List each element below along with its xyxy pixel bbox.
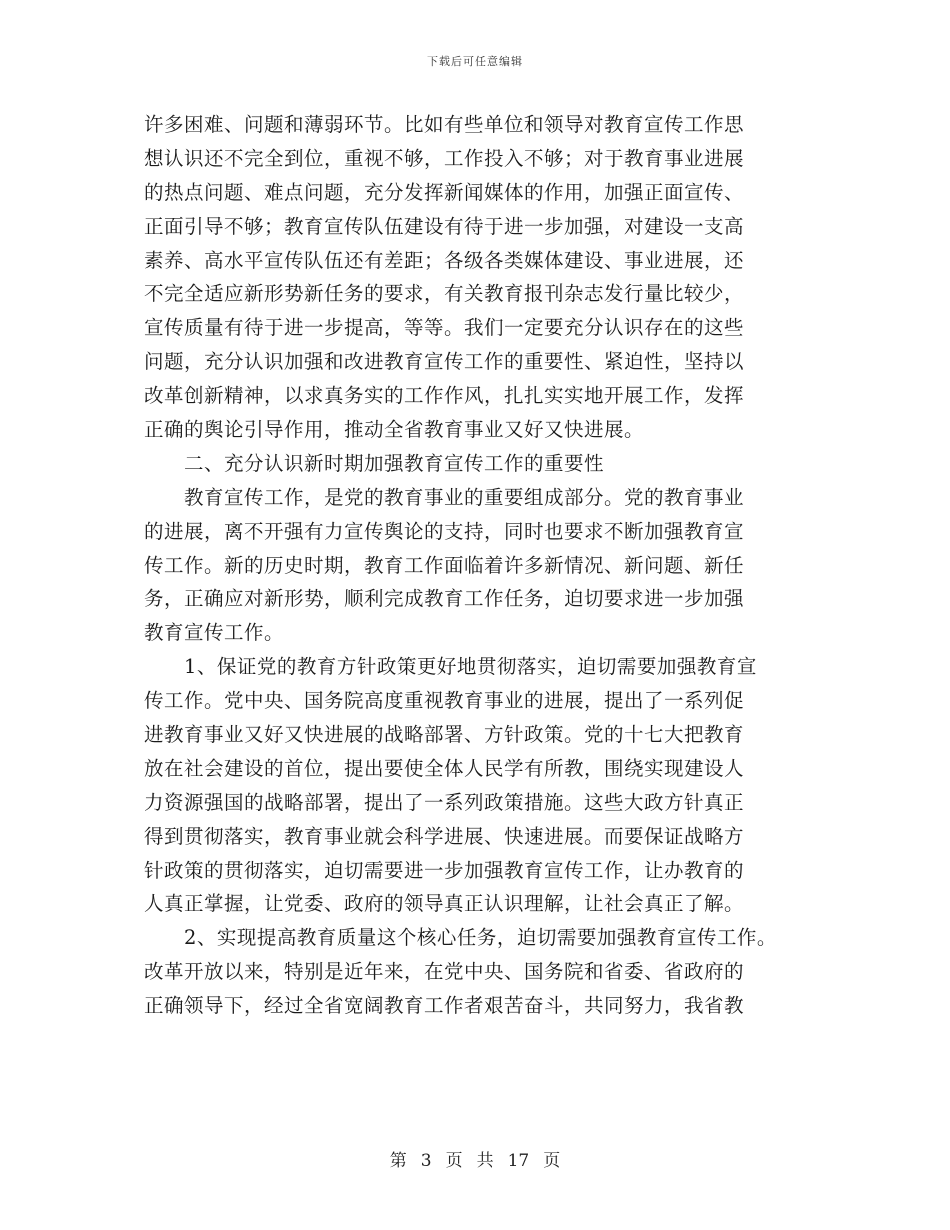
text-line: 宣传质量有待于进一步提高，等等。我们一定要充分认识存在的这些 xyxy=(144,316,745,340)
text-line: 传工作。新的历史时期，教育工作面临着许多新情况、新问题、新任 xyxy=(144,553,745,577)
header-note: 下载后可任意编辑 xyxy=(427,55,523,68)
text-line: 正确领导下，经过全省宽阔教育工作者艰苦奋斗，共同努力，我省教 xyxy=(144,994,745,1018)
text-line: 务，正确应对新形势，顺利完成教育工作任务，迫切要求进一步加强 xyxy=(144,587,745,611)
text-line: 想认识还不完全到位，重视不够，工作投入不够；对于教育事业进展 xyxy=(144,146,745,170)
footer-total-word: 共 xyxy=(476,1151,494,1171)
text-line: 1、保证党的教育方针政策更好地贯彻落实，迫切需要加强教育宣 xyxy=(144,655,757,679)
text-line: 正面引导不够；教育宣传队伍建设有待于进一步加强，对建设一支高 xyxy=(144,214,745,238)
text-line: 力资源强国的战略部署，提出了一系列政策措施。这些大政方针真正 xyxy=(144,790,745,814)
text-line: 2、实现提高教育质量这个核心任务，迫切需要加强教育宣传工作。 xyxy=(144,926,777,950)
text-line: 素养、高水平宣传队伍还有差距；各级各类媒体建设、事业进展，还 xyxy=(144,248,745,272)
text-line: 传工作。党中央、国务院高度重视教育事业的进展，提出了一系列促 xyxy=(144,689,745,713)
section-heading: 二、充分认识新时期加强教育宣传工作的重要性 xyxy=(144,451,605,475)
text-line: 的热点问题、难点问题，充分发挥新闻媒体的作用，加强正面宣传、 xyxy=(144,180,745,204)
text-line: 的进展，离不开强有力宣传舆论的支持，同时也要求不断加强教育宣 xyxy=(144,519,745,543)
total-page-count: 17 xyxy=(507,1151,530,1171)
text-line: 进教育事业又好又快进展的战略部署、方针政策。党的十七大把教育 xyxy=(144,723,745,747)
text-line: 问题，充分认识加强和改进教育宣传工作的重要性、紧迫性，坚持以 xyxy=(144,350,745,374)
text-line: 改革创新精神，以求真务实的工作作风，扎扎实实地开展工作，发挥 xyxy=(144,384,745,408)
page-footer xyxy=(0,1146,950,1171)
text-line: 人真正掌握，让党委、政府的领导真正认识理解，让社会真正了解。 xyxy=(144,892,745,916)
text-line: 针政策的贯彻落实，迫切需要进一步加强教育宣传工作，让办教育的 xyxy=(144,858,745,882)
text-line: 正确的舆论引导作用，推动全省教育事业又好又快进展。 xyxy=(144,418,645,442)
current-page-number: 3 xyxy=(420,1151,432,1171)
text-line: 得到贯彻落实，教育事业就会科学进展、快速进展。而要保证战略方 xyxy=(144,824,745,848)
footer-page-word: 页 xyxy=(445,1151,463,1171)
text-line: 许多困难、问题和薄弱环节。比如有些单位和领导对教育宣传工作思 xyxy=(144,113,745,136)
document-body xyxy=(144,108,824,1023)
text-line: 教育宣传工作。 xyxy=(144,621,285,645)
text-line: 不完全适应新形势新任务的要求，有关教育报刊杂志发行量比较少， xyxy=(144,282,745,306)
text-line: 改革开放以来，特别是近年来，在党中央、国务院和省委、省政府的 xyxy=(144,960,745,984)
text-line: 教育宣传工作，是党的教育事业的重要组成部分。党的教育事业 xyxy=(144,485,745,509)
footer-prefix: 第 xyxy=(389,1151,407,1171)
footer-suffix: 页 xyxy=(543,1151,561,1171)
text-line: 放在社会建设的首位，提出要使全体人民学有所教，围绕实现建设人 xyxy=(144,756,745,780)
